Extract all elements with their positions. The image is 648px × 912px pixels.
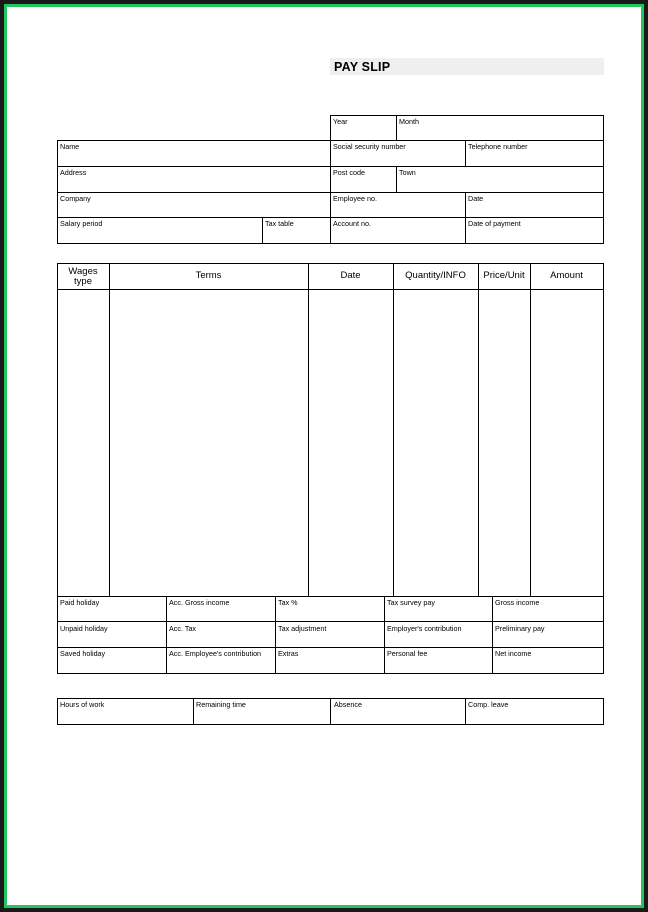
salary-period-field-label: Salary period <box>60 219 103 228</box>
summary-label: Gross income <box>495 598 540 607</box>
town-field-label: Town <box>399 168 416 177</box>
column-header-date: Date <box>340 270 361 281</box>
month-field-label: Month <box>399 117 419 126</box>
tax-table-field-label: Tax table <box>265 219 294 228</box>
page-title: PAY SLIP <box>334 60 391 74</box>
date-field-label: Date <box>468 194 484 203</box>
absence-label: Absence <box>334 700 362 709</box>
address-field-label: Address <box>60 168 87 177</box>
summary-label: Tax % <box>278 598 298 607</box>
company-field-label: Company <box>60 194 91 203</box>
column-header-amount: Amount <box>550 270 583 281</box>
summary-label: Acc. Employee's contribution <box>169 649 262 658</box>
summary-label: Net income <box>495 649 532 658</box>
telephone-field-label: Telephone number <box>468 142 528 151</box>
column-header-wages-type-text: Wages type <box>68 266 98 287</box>
employee-no-field-label: Employee no. <box>333 194 377 203</box>
summary-label: Acc. Gross income <box>169 598 230 607</box>
summary-label: Saved holiday <box>60 649 106 658</box>
summary-label: Tax survey pay <box>387 598 435 607</box>
ssn-field-label: Social security number <box>333 142 406 151</box>
column-header-wages-type <box>57 267 109 286</box>
column-header-terms: Terms <box>195 270 222 281</box>
post-code-field-label: Post code <box>333 168 365 177</box>
summary-label: Preliminary pay <box>495 624 545 633</box>
account-no-field-label: Account no. <box>333 219 371 228</box>
summary-label: Unpaid holiday <box>60 624 108 633</box>
date-of-payment-field-label: Date of payment <box>468 219 521 228</box>
name-field-label: Name <box>60 142 80 151</box>
summary-label: Paid holiday <box>60 598 100 607</box>
summary-label: Employer's contribution <box>387 624 462 633</box>
column-header-price-unit: Price/Unit <box>483 270 525 281</box>
year-field-label: Year <box>333 117 348 126</box>
comp-leave-label: Comp. leave <box>468 700 509 709</box>
summary-label: Acc. Tax <box>169 624 197 633</box>
hours-of-work-label: Hours of work <box>60 700 105 709</box>
summary-label: Personal fee <box>387 649 428 658</box>
column-header-quantity-info: Quantity/INFO <box>405 270 466 281</box>
summary-label: Extras <box>278 649 299 658</box>
summary-label: Tax adjustment <box>278 624 327 633</box>
remaining-time-label: Remaining time <box>196 700 246 709</box>
